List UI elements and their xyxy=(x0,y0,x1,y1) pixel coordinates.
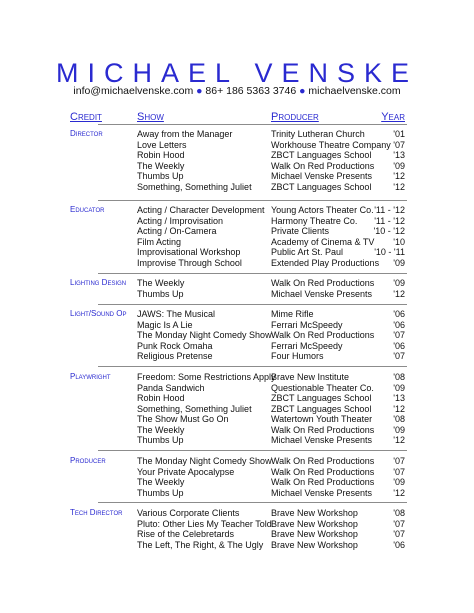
section-divider xyxy=(98,200,407,201)
credit-year: '07 xyxy=(393,351,405,361)
credit-show: The Left, The Right, & The Ugly xyxy=(137,539,264,550)
credit-year: '09 xyxy=(393,278,405,288)
contact-website[interactable]: michaelvenske.com xyxy=(308,85,401,97)
credit-producer: Brave New Workshop xyxy=(271,529,358,539)
credit-year: '13 xyxy=(393,393,405,403)
credit-producer: Walk On Red Productions xyxy=(271,330,375,340)
credit-year: '12 xyxy=(393,181,405,192)
credit-row xyxy=(0,150,474,161)
credit-show: Thumbs Up xyxy=(137,288,184,299)
credit-year: '12 xyxy=(393,171,405,181)
credit-producer: Young Actors Theater Co. xyxy=(271,205,374,215)
credit-producer: Ferrari McSpeedy xyxy=(271,340,343,351)
section-divider xyxy=(98,450,407,451)
credit-year: '07 xyxy=(393,330,405,340)
credit-row xyxy=(0,330,474,341)
credit-producer: Trinity Lutheran Church xyxy=(271,129,365,139)
credit-producer: ZBCT Languages School xyxy=(271,393,372,403)
credit-year: '09 xyxy=(393,257,405,268)
credit-year: '07 xyxy=(393,466,405,477)
credit-section xyxy=(0,205,474,268)
credit-row xyxy=(0,129,474,140)
credit-producer: Walk On Red Productions xyxy=(271,160,375,171)
credit-row xyxy=(0,351,474,362)
section-divider xyxy=(98,502,407,503)
credit-year: '06 xyxy=(393,340,405,351)
credit-row xyxy=(0,278,474,289)
credit-row xyxy=(0,456,474,467)
credit-producer: Watertown Youth Theater xyxy=(271,414,373,424)
credit-row xyxy=(0,467,474,478)
credit-category: Educator xyxy=(70,205,105,214)
resume-name: MICHAEL VENSKE xyxy=(55,58,419,88)
credit-show: Magic Is A Lie xyxy=(137,319,193,330)
credit-row xyxy=(0,519,474,530)
credit-producer: Michael Venske Presents xyxy=(271,435,373,445)
section-divider xyxy=(98,273,407,274)
credit-producer: Ferrari McSpeedy xyxy=(271,319,343,330)
credit-row xyxy=(0,140,474,151)
credit-section xyxy=(0,372,474,446)
credit-year: '09 xyxy=(393,382,405,393)
credit-year: '13 xyxy=(393,150,405,160)
credit-producer: ZBCT Languages School xyxy=(271,150,372,160)
credit-row xyxy=(0,216,474,227)
credit-row xyxy=(0,309,474,320)
credit-row xyxy=(0,425,474,436)
credit-show: Religious Pretense xyxy=(137,351,213,361)
column-header-producer: Producer xyxy=(271,111,319,123)
credit-show: Film Acting xyxy=(137,236,182,247)
credit-year: '12 xyxy=(393,487,405,498)
credit-producer: Walk On Red Productions xyxy=(271,466,375,477)
credit-producer: Michael Venske Presents xyxy=(271,288,373,299)
credit-row xyxy=(0,435,474,446)
credit-show: Thumbs Up xyxy=(137,171,184,181)
credit-show: Away from the Manager xyxy=(137,129,233,139)
credit-producer: Michael Venske Presents xyxy=(271,487,373,498)
credit-producer: Academy of Cinema & TV xyxy=(271,236,375,247)
credit-year: '12 xyxy=(393,403,405,414)
credit-producer: Brave New Workshop xyxy=(271,508,358,518)
credit-show: Acting / Improvisation xyxy=(137,215,224,226)
credit-row xyxy=(0,182,474,193)
credit-show: The Weekly xyxy=(137,160,185,171)
credit-category: Producer xyxy=(70,456,106,465)
credit-producer: Public Art St. Paul xyxy=(271,247,344,257)
credit-row xyxy=(0,205,474,216)
credit-show: Punk Rock Omaha xyxy=(137,340,213,351)
credit-show: Various Corporate Clients xyxy=(137,508,240,518)
credit-producer: Walk On Red Productions xyxy=(271,477,375,487)
credit-row xyxy=(0,372,474,383)
section-divider xyxy=(98,124,407,125)
credit-year: '12 xyxy=(393,288,405,299)
credit-row xyxy=(0,226,474,237)
credit-row xyxy=(0,414,474,425)
separator-dot: ● xyxy=(299,85,306,97)
credit-producer: Extended Play Productions xyxy=(271,257,380,268)
column-header-show: Show xyxy=(137,111,164,123)
credit-show: The Monday Night Comedy Show xyxy=(137,456,272,466)
credit-row xyxy=(0,289,474,300)
credit-year: '07 xyxy=(393,139,405,150)
credit-year: '08 xyxy=(393,372,405,382)
credit-category: Lighting Design xyxy=(70,278,127,287)
credit-row xyxy=(0,237,474,248)
credit-row xyxy=(0,341,474,352)
credit-show: Robin Hood xyxy=(137,150,185,160)
column-header-credit: Credit xyxy=(70,111,102,123)
credit-producer: Four Humors xyxy=(271,351,324,361)
credit-year: '11 - '12 xyxy=(374,205,405,215)
credit-producer: Brave New Institute xyxy=(271,372,350,382)
credit-show: Acting / Character Development xyxy=(137,205,265,215)
credit-row xyxy=(0,161,474,172)
credit-show: Panda Sandwich xyxy=(137,382,205,393)
credit-show: The Weekly xyxy=(137,424,185,435)
credit-producer: ZBCT Languages School xyxy=(271,403,372,414)
credit-year: '12 xyxy=(393,435,405,445)
credit-year: '09 xyxy=(393,477,405,487)
credit-producer: Michael Venske Presents xyxy=(271,171,373,181)
credit-producer: Harmony Theatre Co. xyxy=(271,215,358,226)
credit-producer: Private Clients xyxy=(271,226,330,236)
credit-row xyxy=(0,247,474,258)
credit-producer: Walk On Red Productions xyxy=(271,424,375,435)
credit-category: Playwright xyxy=(70,372,111,381)
credit-section xyxy=(0,129,474,192)
credit-producer: ZBCT Languages School xyxy=(271,181,372,192)
credit-producer: Brave New Workshop xyxy=(271,518,358,529)
credit-year: '09 xyxy=(393,160,405,171)
credit-row xyxy=(0,529,474,540)
credit-row xyxy=(0,383,474,394)
credit-row xyxy=(0,540,474,551)
credit-show: Something, Something Juliet xyxy=(137,181,252,192)
credit-producer: Walk On Red Productions xyxy=(271,456,375,466)
credit-show: Improvise Through School xyxy=(137,257,242,268)
credit-show: The Weekly xyxy=(137,278,185,288)
credit-year: '10 - '12 xyxy=(373,226,405,236)
credit-row xyxy=(0,258,474,269)
credit-show: Love Letters xyxy=(137,139,187,150)
contact-phone: 86+ 186 5363 3746 xyxy=(205,85,297,97)
credit-year: '07 xyxy=(393,518,405,529)
credit-show: Robin Hood xyxy=(137,393,185,403)
credit-producer: Mime Rifle xyxy=(271,309,314,319)
credit-year: '11 - '12 xyxy=(374,215,405,226)
credit-section xyxy=(0,278,474,299)
section-divider xyxy=(98,366,407,367)
credit-category: Light/Sound Op xyxy=(70,309,127,318)
credit-row xyxy=(0,508,474,519)
credit-year: '07 xyxy=(393,529,405,539)
credit-year: '08 xyxy=(393,508,405,518)
credit-show: Thumbs Up xyxy=(137,435,184,445)
credit-year: '10 xyxy=(393,236,405,247)
contact-email[interactable]: info@michaelvenske.com xyxy=(73,85,194,97)
credit-category: Director xyxy=(70,129,103,138)
credit-row xyxy=(0,477,474,488)
credit-section xyxy=(0,309,474,362)
credit-year: '08 xyxy=(393,414,405,424)
credit-show: Pluto: Other Lies My Teacher Told xyxy=(137,518,272,529)
credit-show: The Show Must Go On xyxy=(137,414,229,424)
credit-year: '06 xyxy=(393,309,405,319)
credit-show: Your Private Apocalypse xyxy=(137,466,235,477)
credit-show: Freedom: Some Restrictions Apply xyxy=(137,372,276,382)
credit-section xyxy=(0,456,474,498)
credit-producer: Questionable Theater Co. xyxy=(271,382,374,393)
credit-show: Something, Something Juliet xyxy=(137,403,252,414)
credit-show: Thumbs Up xyxy=(137,487,184,498)
credit-row xyxy=(0,404,474,415)
credit-year: '06 xyxy=(393,539,405,550)
credit-producer: Brave New Workshop xyxy=(271,539,358,550)
credit-producer: Walk On Red Productions xyxy=(271,278,375,288)
separator-dot: ● xyxy=(196,85,203,97)
credit-year: '01 xyxy=(393,129,405,139)
credit-producer: Workhouse Theatre Company xyxy=(271,139,391,150)
credit-show: Improvisational Workshop xyxy=(137,247,241,257)
credit-row xyxy=(0,488,474,499)
credit-show: The Monday Night Comedy Show xyxy=(137,330,272,340)
credit-row xyxy=(0,320,474,331)
credit-year: '06 xyxy=(393,319,405,330)
credit-section xyxy=(0,508,474,550)
credit-show: The Weekly xyxy=(137,477,185,487)
contact-line xyxy=(0,85,474,98)
credit-category: Tech Director xyxy=(70,508,123,517)
credit-show: Rise of the Celebretards xyxy=(137,529,235,539)
credit-row xyxy=(0,393,474,404)
credit-show: JAWS: The Musical xyxy=(137,309,216,319)
credit-year: '09 xyxy=(393,424,405,435)
section-divider xyxy=(98,304,407,305)
credit-year: '10 - '11 xyxy=(374,247,405,257)
credit-row xyxy=(0,171,474,182)
column-header-year: Year xyxy=(381,111,405,123)
credit-year: '07 xyxy=(393,456,405,466)
credit-show: Acting / On-Camera xyxy=(137,226,217,236)
